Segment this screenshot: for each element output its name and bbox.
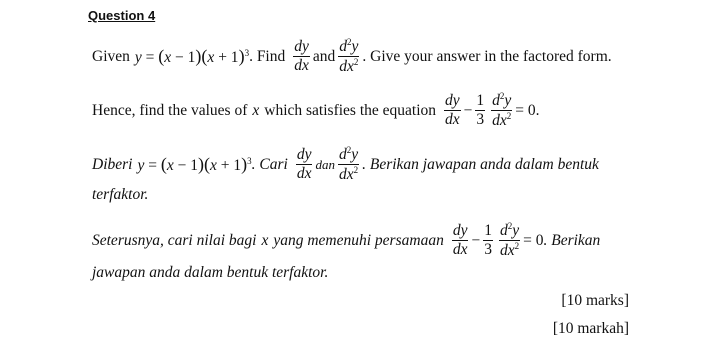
marks-ms: [10 markah]: [552, 320, 629, 337]
find-label-ms: . Cari: [251, 155, 288, 173]
function-expression: $y = (x - 1)(x + 1)^3$: [134, 46, 250, 67]
factored-answer-ms: jawapan anda dalam bentuk terfaktor.: [92, 264, 329, 281]
equals-zero: = 0: [523, 231, 544, 249]
function-expression-ms: $y = (x - 1)(x + 1)^3$: [137, 154, 252, 175]
dy-dx-fraction: $\frac{dy}{dx}$: [445, 92, 460, 129]
dy-dx-fraction: $\frac{dy}{dx}$: [452, 222, 468, 259]
malay-line-2: [92, 222, 600, 260]
malay-line-1-cont: [92, 186, 148, 204]
d2y-dx2-fraction: $\frac{d^2y}{dx^2}$: [499, 221, 520, 260]
d2y-dx2-fraction: $\frac{d^2y}{dx^2}$: [338, 145, 359, 184]
minus-sign: −: [471, 231, 481, 249]
question-title: Question 4: [88, 8, 156, 23]
given-label: Given: [92, 47, 130, 65]
dy-dx-fraction: $\frac{dy}{dx}$: [294, 38, 309, 75]
var-x: x: [261, 231, 269, 249]
hence-label-2: which satisfies the equation: [264, 101, 437, 119]
factored-instruction-ms: . Berikan jawapan anda dalam bentuk: [362, 155, 599, 173]
english-line-2: [92, 92, 540, 130]
dy-dx-fraction: $\frac{dy}{dx}$: [296, 146, 312, 183]
factored-instruction: . Give your answer in the factored form.: [362, 47, 612, 65]
malay-line-2-cont: [92, 264, 328, 282]
hence-label-ms-2: yang memenuhi persamaan: [273, 231, 444, 249]
minus-sign: −: [463, 101, 473, 119]
english-line-1: [92, 38, 612, 76]
find-label: . Find: [249, 47, 286, 65]
d2y-dx2-fraction: $\frac{d^2y}{dx^2}$: [492, 91, 512, 130]
and-label-ms: dan: [315, 156, 335, 172]
one-third-fraction: $\frac{1}{3}$: [484, 222, 492, 259]
given-label-ms: Diberi: [92, 155, 133, 173]
factored-word-ms: terfaktor.: [92, 186, 149, 203]
d2y-dx2-fraction: $\frac{d^2y}{dx^2}$: [339, 37, 359, 76]
equals-zero: = 0.: [515, 101, 540, 119]
and-label: and: [312, 47, 336, 65]
one-third-fraction: $\frac{1}{3}$: [476, 92, 485, 129]
after-equation-ms: . Berikan: [543, 231, 601, 249]
hence-label-ms: Seterusnya, cari nilai bagi: [92, 231, 257, 249]
marks-en: [10 marks]: [561, 292, 629, 309]
var-x: x: [252, 101, 260, 119]
malay-line-1: [92, 146, 599, 184]
hence-label: Hence, find the values of: [92, 101, 248, 119]
